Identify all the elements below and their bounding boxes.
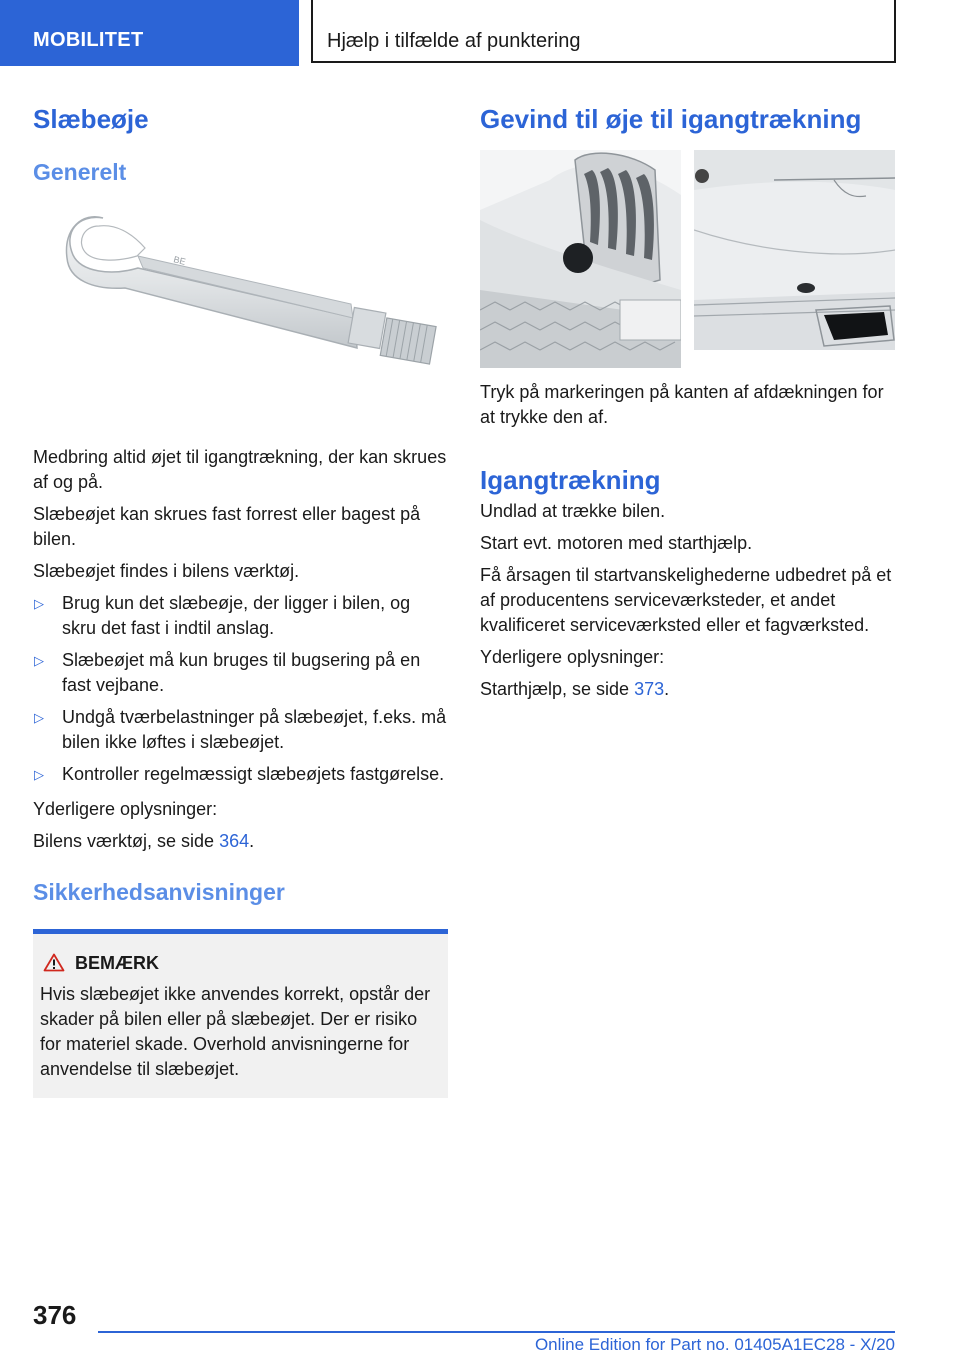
notice-heading: BEMÆRK [40,950,440,976]
more-info-label: Yderligere oplysninger: [33,799,218,819]
page-header [0,0,960,66]
more-info-label: Yderligere oplysninger: [480,647,665,667]
cross-reference: Bilens værktøj, se side 364. [33,831,255,851]
triangle-bullet-icon: ▷ [34,710,44,725]
paragraph-repair: Få årsagen til startvanskelighederne udbedret på et af producentens serviceværksteder, et andet kvalificeret serviceværksted eller et fagværksted. [480,565,892,635]
section-tab: MOBILITET [0,0,299,66]
subheading-general: Generelt [33,159,127,185]
bullet-list [33,591,448,787]
page-link-364[interactable]: 364 [219,831,250,851]
paragraph-eye-location: Slæbeøjet findes i bilens værktøj. [33,561,300,581]
section-title-towing-eye: Slæbeøje [33,104,149,134]
svg-text:BE: BE [172,254,187,267]
section-title-thread: Gevind til øje til igangtrækning [480,104,862,134]
edition-text: Online Edition for Part no. 01405A1EC28 - X/20 [534,1335,895,1354]
triangle-bullet-icon: ▷ [34,596,44,611]
right-column [480,100,895,702]
rear-bumper-photo [694,150,895,350]
paragraph-mount-eye: Slæbeøjet kan skrues fast forrest eller bagest på bilen. [33,504,421,549]
bumper-photos [480,150,895,368]
footer-divider [98,1331,895,1333]
warning-triangle-icon [43,953,65,972]
towing-eye-illustration [33,210,448,445]
caption-press-marking: Tryk på markeringen på kanten af afdækningen for at trykke den af. [480,382,884,427]
list-item: ▷ Brug kun det slæbeøje, der ligger i bilen, og skru det fast i indtil anslag. [34,593,411,638]
chapter-title: Hjælp i tilfælde af punktering [311,0,896,63]
towing-eye-image [33,210,448,445]
left-column [33,100,448,1098]
triangle-bullet-icon: ▷ [34,653,44,668]
front-bumper-photo [480,150,681,368]
section-title-jump-start: Igangtrækning [480,465,661,495]
paragraph-jump-start: Start evt. motoren med starthjælp. [480,533,753,553]
list-item: ▷ Undgå tværbelastninger på slæbeøjet, f.eks. må bilen ikke løftes i slæbeøjet. [34,707,447,752]
notice-text: Hvis slæbeøjet ikke anvendes korrekt, opstår der skader på bilen eller på slæbeøjet. Der er risiko for materiel skade. Overhold anvisningerne for anvendelse til slæbeøjet. [40,984,431,1079]
list-item: ▷ Slæbeøjet må kun bruges til bugsering på en fast vejbane. [34,650,421,695]
list-item: ▷ Kontroller regelmæssigt slæbeøjets fastgørelse. [33,762,448,787]
page-link-373[interactable]: 373 [634,679,665,699]
cross-reference: Starthjælp, se side 373. [480,679,670,699]
subheading-safety: Sikkerhedsanvisninger [33,879,285,905]
triangle-bullet-icon: ▷ [34,767,44,782]
paragraph-no-tow: Undlad at trække bilen. [480,501,666,521]
page-number: 376 [33,1300,77,1330]
paragraph-bring-eye: Medbring altid øjet til igangtrækning, der kan skrues af og på. [33,447,447,492]
notice-box [33,929,448,1098]
